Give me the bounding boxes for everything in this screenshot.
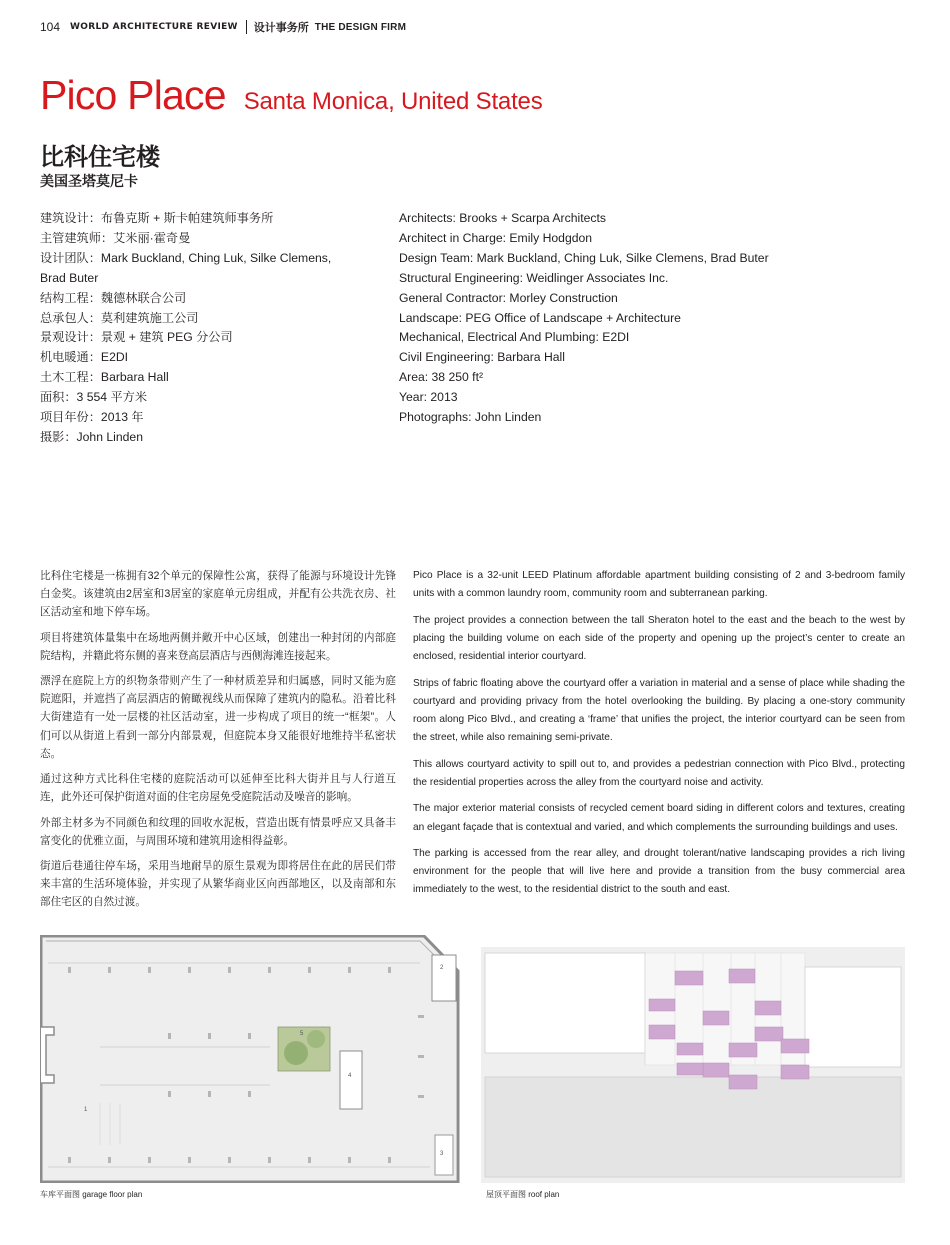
project-title-cn: 比科住宅楼: [40, 143, 160, 171]
garage-room-label: 2: [440, 965, 444, 971]
credits-cn: [40, 209, 380, 448]
credit-line: 建筑设计：布鲁克斯 + 斯卡帕建筑师事务所: [40, 211, 274, 225]
project-title-en: Pico Place: [40, 72, 226, 118]
garage-plan-drawing: [40, 935, 460, 1183]
paragraph: 通过这种方式比科住宅楼的庭院活动可以延伸至比科大街并且与人行道互连，此外还可保护街道对面的住宅房屋免受庭院活动及噪音的影响。: [40, 773, 396, 804]
running-header: [40, 19, 406, 35]
credit-line: 摄影：John Linden: [40, 429, 143, 444]
roof-plan-drawing: [481, 947, 905, 1183]
credit-line: Civil Engineering: Barbara Hall: [399, 350, 565, 365]
project-location-en: Santa Monica, United States: [243, 88, 543, 115]
body-text-en: [413, 567, 905, 908]
roof-plan: [481, 947, 905, 1183]
section-name-en: THE DESIGN FIRM: [314, 21, 407, 33]
credit-line: 主管建筑师：艾米丽·霍奇曼: [40, 230, 191, 245]
credit-line: 面积：3 554 平方米: [40, 390, 148, 405]
paragraph: The project provides a connection between the tall Sheraton hotel to the east and the beach to the west by placing the building volume on each side of the property and opening up the project’s center to create an enclosed, residential interior courtyard.: [413, 614, 905, 662]
credit-line: Mechanical, Electrical And Plumbing: E2DI: [399, 330, 630, 345]
magazine-name: WORLD ARCHITECTURE REVIEW: [70, 22, 238, 32]
garage-room-label: 5: [300, 1031, 304, 1037]
credit-line: 机电暖通：E2DI: [40, 350, 129, 365]
credit-line: Architects: Brooks + Scarpa Architects: [399, 211, 606, 225]
credit-line: Architect in Charge: Emily Hodgdon: [399, 230, 593, 245]
article-title: [40, 72, 543, 119]
paragraph: 项目将建筑体量集中在场地两侧并敞开中心区域，创建出一种封闭的内部庭院结构，并籍此将东侧的喜来登高层酒店与西侧海滩连接起来。: [40, 631, 396, 662]
credit-line: Photographs: John Linden: [399, 410, 542, 425]
credit-line: General Contractor: Morley Construction: [399, 290, 618, 305]
paragraph: 外部主材多为不同颜色和纹理的回收水泥板，营造出既有情景呼应又具备丰富变化的优雅立面，与周围环境和建筑用途相得益彰。: [40, 816, 396, 847]
garage-room-label: 4: [348, 1073, 352, 1079]
paragraph: This allows courtyard activity to spill out to, and provides a pedestrian connection with Pico Blvd., protecting the residential properties across the alley from the courtyard noise and activity.: [413, 758, 905, 788]
body-text-cn: [40, 567, 396, 919]
credit-line: 土木工程：Barbara Hall: [40, 370, 169, 385]
paragraph: 街道后巷通往停车场，采用当地耐旱的原生景观为即将居住在此的居民们带来丰富的生活环境体验，并实现了从繁华商业区向西部地区，以及南部和东部住宅区的自然过渡。: [40, 860, 396, 909]
roof-plan-caption: 屋顶平面图 roof plan: [486, 1190, 560, 1199]
credit-line: Year: 2013: [399, 390, 458, 405]
paragraph: The parking is accessed from the rear alley, and drought tolerant/native landscaping provides a rich living environment for the people that will live here and provide a transition from the busy commercial area immediately to the west, to the residential district to the south and east.: [413, 848, 905, 896]
credit-line: Landscape: PEG Office of Landscape + Architecture: [399, 310, 681, 325]
credit-line: Structural Engineering: Weidlinger Associates Inc.: [399, 270, 669, 285]
paragraph: The major exterior material consists of recycled cement board siding in different colors and textures, creating an elegant façade that is contextual and varied, and which complements the surrounding buildings and uses.: [413, 803, 905, 833]
garage-room-label: 3: [440, 1151, 444, 1157]
credits-en: [399, 209, 819, 428]
section-name-cn: 设计事务所: [253, 22, 309, 34]
credit-line: 总承包人：莫利建筑施工公司: [40, 310, 199, 325]
paragraph: 比科住宅楼是一栋拥有32个单元的保障性公寓，获得了能源与环境设计先锋白金奖。该建筑由2居室和3居室的家庭单元房组成，并配有公共洗衣房、社区活动室和地下停车场。: [40, 570, 396, 619]
credit-line: 设计团队：Mark Buckland, Ching Luk, Silke Clemens,: [40, 250, 332, 265]
credit-line: Brad Buter: [40, 270, 99, 285]
paragraph: Strips of fabric floating above the courtyard offer a variation in material and a sense of place while shading the courtyard and providing privacy from the hotel overlooking the building. By placing a one-story community room along Pico Blvd., and creating a ‘frame’ that unifies the project, the interior courtyard can be seen from the street, while also remaining semi-private.: [413, 677, 905, 743]
credit-line: Area: 38 250 ft²: [399, 370, 484, 385]
paragraph: Pico Place is a 32-unit LEED Platinum affordable apartment building consisting of 2 and 3-bedroom family units with a common laundry room, community room and subterranean parking.: [413, 570, 905, 600]
credit-line: Design Team: Mark Buckland, Ching Luk, Silke Clemens, Brad Buter: [399, 250, 769, 265]
garage-plan-caption: 车库平面图 garage floor plan: [40, 1190, 143, 1199]
header-divider: [246, 20, 247, 34]
page-number: 104: [40, 20, 61, 34]
credit-line: 景观设计：景观 + 建筑 PEG 分公司: [40, 330, 233, 345]
project-location-cn: 美国圣塔莫尼卡: [40, 174, 138, 190]
paragraph: 漂浮在庭院上方的织物条带则产生了一种材质差异和归属感，同时又能为庭院遮阳，并遮挡了高层酒店的俯瞰视线从而保障了建筑内的隐私。沿着比科大街建造有一处一层楼的社区活动室，进一步构成了项目的统一“框架”。人们可以从街道上看到一部分内部景观，但庭院本身又能很好地维持半私密状态。: [40, 675, 396, 760]
credit-line: 结构工程：魏德林联合公司: [40, 290, 187, 305]
credit-line: 项目年份：2013 年: [40, 410, 144, 425]
garage-room-label: 1: [84, 1107, 88, 1113]
garage-floor-plan: [40, 935, 460, 1183]
